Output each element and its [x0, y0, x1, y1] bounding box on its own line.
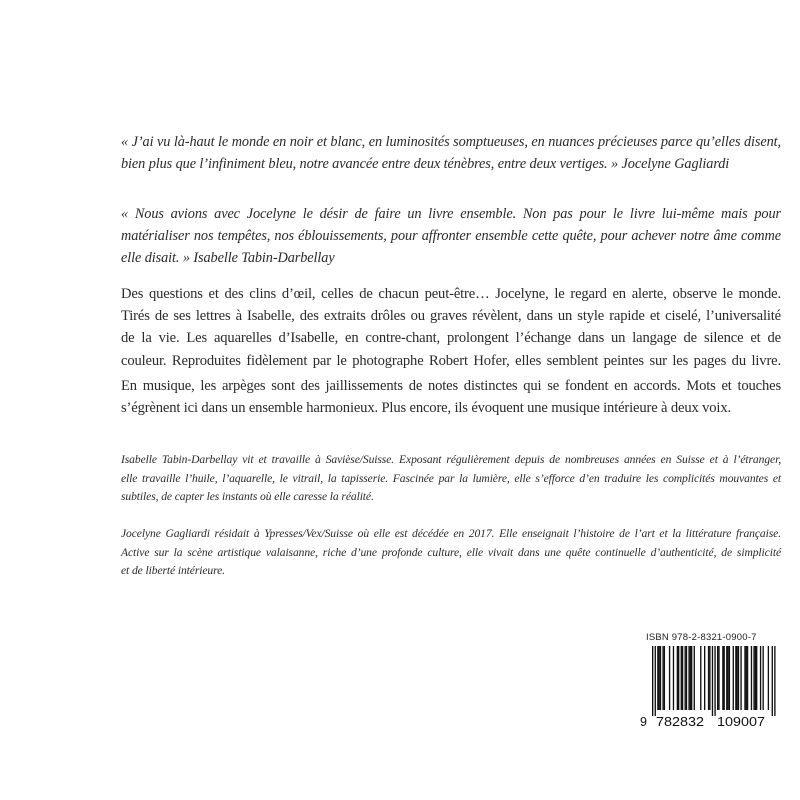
- quote-jocelyne: [121, 131, 781, 175]
- bio-line: elle travaille l’huile, l’aquarelle, le vitrail, la tapisserie. Fascinée par la lumière, elle s’efforce d’en traduire les complicités mouvantes et: [121, 471, 781, 485]
- barcode-bar: [662, 646, 663, 710]
- barcode-bar: [691, 646, 692, 710]
- barcode-bar: [657, 646, 658, 710]
- bio-line: Jocelyne Gagliardi résidait à Ypresses/Vex/Suisse où elle est décédée en 2017. Elle enseignait l’histoire de l’art et la littérature française.: [121, 527, 781, 540]
- quote-line: bien plus que l’infiniment bleu, notre avancée entre deux ténèbres, entre deux vertiges. » Jocelyne Gagliardi: [121, 156, 730, 172]
- bio-isabelle: [121, 451, 781, 507]
- barcode-bar: [722, 646, 723, 710]
- barcode-bar: [685, 646, 686, 710]
- barcode-digits-right: 109007: [717, 715, 766, 729]
- paragraph-line: En musique, les arpèges sont des jaillissements de notes distinctes qui se fondent en accords. Mots et touches: [121, 378, 781, 394]
- barcode-bar: [659, 646, 660, 710]
- bio-line: et de liberté intérieure.: [121, 564, 225, 577]
- paragraph-line: couleur. Reproduites fidèlement par le photographe Robert Hofer, elles semblent peintes sur les pages du livre.: [121, 352, 781, 369]
- barcode-bar: [740, 646, 741, 710]
- bio-jocelyne: [121, 525, 781, 581]
- quote-line: « J’ai vu là-haut le monde en noir et blanc, en luminosités somptueuses, en nuances précieuses parce qu’elles disent,: [121, 134, 781, 150]
- barcode-bar: [655, 646, 656, 716]
- bio-line: Isabelle Tabin-Darbellay vit et travaille à Savièse/Suisse. Exposant régulièrement depuis de nombreuses années en Suisse et à l’étranger,: [121, 453, 781, 466]
- quote-line: matérialiser nos tempêtes, nos éblouissements, pour affronter ensemble cette quête, pour achever notre âme comme: [121, 228, 781, 244]
- barcode-bar: [727, 646, 728, 710]
- barcode-bar: [704, 646, 705, 710]
- music-paragraph: [121, 375, 781, 419]
- paragraph-line: Tirés de ses lettres à Isabelle, des extraits drôles ou graves révèlent, dans un style rapide et ciselé, l’universalité: [121, 308, 781, 325]
- bio-line: subtiles, de capter les instants où elle caresse la réalité.: [121, 490, 374, 503]
- isbn-barcode-block: [638, 630, 788, 730]
- quote-line: « Nous avions avec Jocelyne le désir de faire un livre ensemble. Non pas pour le livre lui-même mais pour: [121, 206, 781, 222]
- barcode-bar: [678, 646, 679, 710]
- barcode-bar: [714, 646, 715, 716]
- barcode-bar: [729, 646, 730, 710]
- barcode-bar: [652, 646, 653, 716]
- barcode-bar: [772, 646, 773, 716]
- barcode-bar: [660, 646, 661, 710]
- barcode-digits-left: 782832: [656, 715, 705, 729]
- barcode-bar: [735, 646, 736, 710]
- barcode-bar: [682, 646, 683, 710]
- barcode-bar: [747, 646, 748, 710]
- bio-line: Active sur la scène artistique valaisanne, riche d’une profonde culture, elle vivait dans une quête continuelle d’authenticité, de simplicité: [121, 545, 781, 559]
- barcode-bar: [746, 646, 747, 710]
- barcode-bar: [717, 646, 718, 710]
- barcode-bar: [768, 646, 769, 710]
- barcode-bar: [709, 646, 710, 710]
- paragraph-line: s’égrènent ici dans un ensemble harmonieux. Plus encore, ils évoquent une musique intérieure à deux voix.: [121, 400, 731, 417]
- quote-line: elle disait. » Isabelle Tabin-Darbellay: [121, 250, 335, 266]
- isbn-label: ISBN 978-2-8321-0900-7: [646, 632, 757, 643]
- barcode-bar: [726, 646, 727, 710]
- barcode-bar: [688, 646, 689, 710]
- barcode-bar: [686, 646, 687, 710]
- barcode-bar: [694, 646, 695, 710]
- barcode-bar: [755, 646, 756, 710]
- barcode-digit-first: 9: [640, 715, 647, 729]
- barcode-bar: [673, 646, 674, 710]
- barcode-bar: [690, 646, 691, 710]
- barcode-bar: [763, 646, 764, 710]
- barcode-bar: [744, 646, 745, 710]
- barcode-bars: [652, 646, 776, 716]
- paragraph-line: de la vie. Les aquarelles d’Isabelle, en contre-chant, prolongent l’échange dans un langage de silence et de: [121, 330, 781, 347]
- barcode-bar: [751, 646, 752, 710]
- barcode-bar: [718, 646, 719, 710]
- barcode-bar: [669, 646, 670, 710]
- barcode-bar: [760, 646, 761, 710]
- barcode-bar: [677, 646, 678, 710]
- barcode-bar: [700, 646, 701, 710]
- barcode-bar: [708, 646, 709, 710]
- barcode-bar: [733, 646, 734, 710]
- barcode-bar: [756, 646, 757, 710]
- barcode-bar: [774, 646, 775, 716]
- barcode-bar: [753, 646, 754, 710]
- description-paragraph: [121, 283, 781, 372]
- barcode-bar: [712, 646, 713, 716]
- paragraph-line: Des questions et des clins d’œil, celles de chacun peut-être… Jocelyne, le regard en alerte, observe le monde.: [121, 286, 781, 302]
- barcode-bar: [737, 646, 738, 710]
- barcode-bar: [664, 646, 665, 710]
- quote-isabelle: [121, 203, 781, 269]
- barcode-bar: [681, 646, 682, 710]
- barcode: [638, 644, 788, 730]
- barcode-bar: [738, 646, 739, 710]
- barcode-bar: [724, 646, 725, 710]
